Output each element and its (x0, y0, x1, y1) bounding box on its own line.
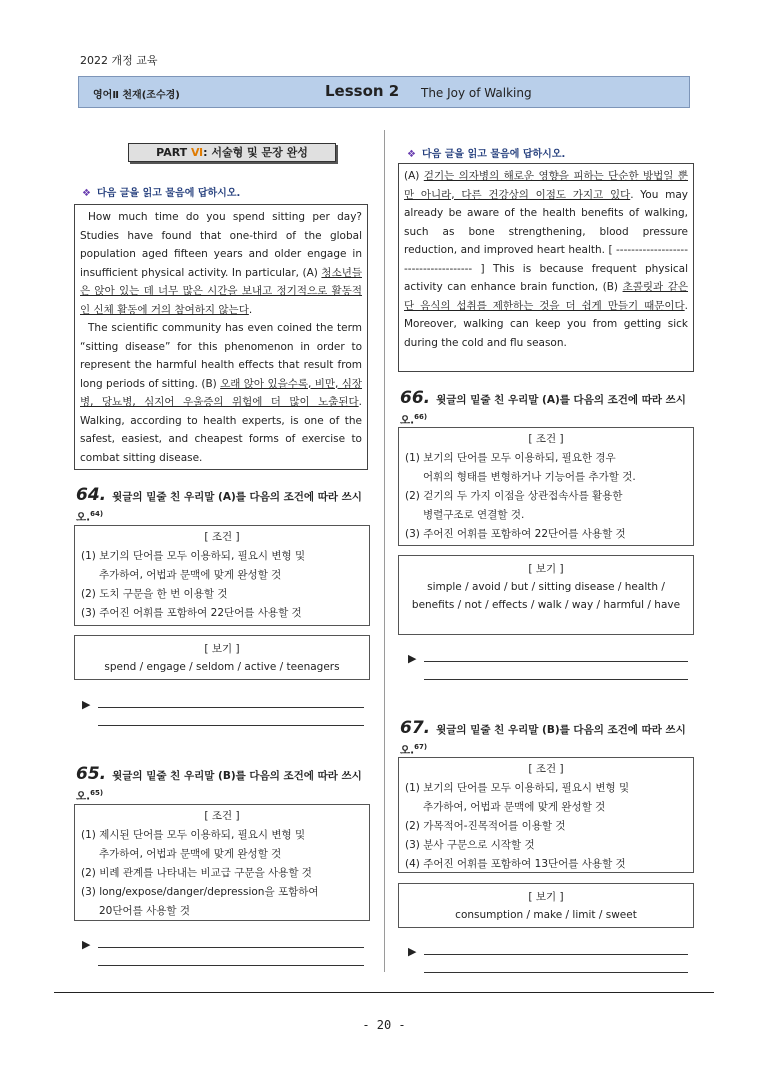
passage-left-paragraph-2 (80, 319, 362, 467)
question-65 (76, 766, 372, 806)
conditions-box-66 (398, 427, 694, 546)
conditions-box-67 (398, 757, 694, 873)
passage-right (398, 163, 694, 372)
diamond-icon: ❖ (82, 188, 91, 199)
condition-continuation: 추가하여, 어법과 문맥에 맞게 완성할 것 (99, 848, 282, 860)
lesson-banner (78, 76, 690, 108)
question-text: 윗글의 밑줄 친 우리말 (A)를 다음의 조건에 따라 쓰시오. (400, 394, 686, 427)
bogi-title: [ 보기 ] (204, 643, 240, 655)
answer-line[interactable] (424, 661, 688, 662)
passage-text: (A) (404, 170, 424, 182)
answer-area-65[interactable] (82, 938, 372, 968)
answer-line[interactable] (424, 679, 688, 680)
answer-area-66[interactable] (408, 652, 698, 682)
question-text: 윗글의 밑줄 친 우리말 (A)를 다음의 조건에 따라 쓰시오. (76, 491, 362, 524)
textbook-label: 영어Ⅱ 천재(조수경) (93, 90, 180, 101)
question-ref: 66) (414, 413, 428, 421)
condition-item: (1) 제시된 단어를 모두 이용하되, 필요시 변형 및 (81, 829, 306, 841)
answer-area-64[interactable] (82, 698, 372, 728)
condition-continuation: 20단어를 사용할 것 (99, 905, 191, 917)
conditions-box-64 (74, 525, 370, 626)
question-text: 윗글의 밑줄 친 우리말 (B)를 다음의 조건에 따라 쓰시오. (76, 770, 362, 803)
condition-item: (3) 분사 구문으로 시작할 것 (405, 839, 535, 851)
underlined-a: 청소년들은 앉아 있는 데 너무 많은 시간을 보내고 정기적으로 활동적인 신체 활동에 거의 참여하지 않는다 (80, 266, 362, 316)
condition-item: (1) 보기의 단어를 모두 이용하되, 필요시 변형 및 (81, 550, 306, 562)
passage-left (74, 204, 368, 470)
bogi-box-67 (398, 883, 694, 928)
condition-continuation: 병렬구조로 연결할 것. (423, 509, 525, 521)
answer-arrow-icon: ▶ (408, 945, 417, 958)
question-number: 65. (76, 764, 107, 784)
underlined-b: 초콜릿과 같은 단 음식의 섭취를 제한하는 것을 더 쉽게 만들기 때문이다 (404, 281, 688, 312)
bogi-words: spend / engage / seldom / active / teenagers (104, 661, 340, 673)
conditions-title: [ 조건 ] (204, 531, 240, 543)
passage-text: . Walking, according to health experts, is one of the safest, easiest, and cheapest forms of exercise to combat sitting disease. (80, 396, 362, 464)
bogi-title: [ 보기 ] (528, 563, 564, 575)
footer-rule (54, 992, 714, 993)
question-ref: 65) (90, 789, 104, 797)
answer-line[interactable] (424, 972, 688, 973)
bogi-words: simple / avoid / but / sitting disease / health / benefits / not / effects / walk / way / harmful / have (411, 581, 681, 611)
bogi-words: consumption / make / limit / sweet (455, 909, 637, 921)
question-text: 윗글의 밑줄 친 우리말 (B)를 다음의 조건에 따라 쓰시오. (400, 724, 686, 757)
instruction-text: 다음 글을 읽고 물음에 답하시오. (421, 149, 566, 160)
condition-item: (1) 보기의 단어를 모두 이용하되, 필요시 변형 및 (405, 782, 630, 794)
question-66 (400, 390, 696, 430)
part-roman-numeral: Ⅵ (191, 146, 204, 159)
conditions-box-65 (74, 804, 370, 921)
instruction-text: 다음 글을 읽고 물음에 답하시오. (96, 188, 241, 199)
column-divider (384, 130, 385, 972)
bogi-box-66 (398, 555, 694, 635)
bogi-box-64 (74, 635, 370, 680)
question-number: 66. (400, 388, 431, 408)
question-67 (400, 720, 696, 760)
passage-text: . Moreover, walking can keep you from getting sick during the cold and flu season. (404, 299, 688, 349)
conditions-title: [ 조건 ] (528, 433, 564, 445)
condition-item: (3) 주어진 어휘를 포함하여 22단어를 사용할 것 (405, 528, 626, 540)
part-title (128, 143, 336, 162)
passage-left-paragraph-1 (80, 208, 362, 319)
conditions-title: [ 조건 ] (528, 763, 564, 775)
condition-item: (1) 보기의 단어를 모두 이용하되, 필요한 경우 (405, 452, 616, 464)
question-ref: 64) (90, 510, 104, 518)
answer-line[interactable] (98, 725, 364, 726)
instruction-left (82, 184, 240, 199)
condition-item: (2) 비례 관계를 나타내는 비교급 구문을 사용할 것 (81, 867, 312, 879)
question-number: 64. (76, 485, 107, 505)
passage-right-paragraph (404, 167, 688, 352)
passage-text: . You may already be aware of the health benefits of walking, such as bone strengthening, blood pressure reduction, and improved heart health. [ ------------------------------------- ] This is because frequent physical activity can enhance brain function, (B) (404, 188, 688, 293)
condition-item: (3) long/expose/danger/depression을 포함하여 (81, 886, 319, 898)
question-ref: 67) (414, 743, 428, 751)
answer-arrow-icon: ▶ (82, 938, 91, 951)
lesson-number: Lesson 2 (325, 82, 400, 100)
lesson-topic: The Joy of Walking (421, 86, 532, 100)
bogi-title: [ 보기 ] (528, 891, 564, 903)
condition-item: (3) 주어진 어휘를 포함하여 22단어를 사용할 것 (81, 607, 302, 619)
condition-continuation: 어휘의 형태를 변형하거나 기능어를 추가할 것. (423, 471, 636, 483)
instruction-right (407, 145, 565, 160)
passage-text: How much time do you spend sitting per day? Studies have found that one-third of the global population aged fifteen years and older engage in insufficient physical activity. In particular, (A) (80, 211, 362, 279)
question-number: 67. (400, 718, 431, 738)
answer-line[interactable] (98, 965, 364, 966)
passage-text: . (248, 303, 253, 316)
condition-item: (2) 가목적어-진목적어를 이용할 것 (405, 820, 566, 832)
condition-item: (2) 도치 구문을 한 번 이용할 것 (81, 588, 228, 600)
part-prefix: PART (156, 146, 192, 159)
question-64 (76, 487, 372, 527)
answer-arrow-icon: ▶ (408, 652, 417, 665)
curriculum-label: 2022 개정 교육 (80, 54, 158, 67)
answer-line[interactable] (98, 707, 364, 708)
answer-arrow-icon: ▶ (82, 698, 91, 711)
condition-item: (2) 걷기의 두 가지 이점을 상관접속사를 활용한 (405, 490, 623, 502)
condition-item: (4) 주어진 어휘를 포함하여 13단어를 사용할 것 (405, 858, 626, 870)
underlined-b: 오래 앉아 있을수록, 비만, 심장병, 당뇨병, 심지어 우울증의 위험에 더 많이 노출된다 (80, 377, 363, 408)
passage-text: The scientific community has even coined the term “sitting disease” for this phenomenon in order to represent the harmful health effects that result from long periods of sitting. (B) (80, 322, 362, 390)
answer-line[interactable] (424, 954, 688, 955)
answer-area-67[interactable] (408, 945, 698, 975)
page-number: - 20 - (362, 1018, 406, 1032)
conditions-title: [ 조건 ] (204, 810, 240, 822)
part-rest: : 서술형 및 문장 완성 (203, 146, 308, 159)
underlined-a: 걷기는 의자병의 해로운 영향을 피하는 단순한 방법일 뿐만 아니라, 다른 건강상의 이점도 가지고 있다 (404, 170, 688, 201)
diamond-icon: ❖ (407, 149, 416, 160)
condition-continuation: 추가하여, 어법과 문맥에 맞게 완성할 것 (423, 801, 606, 813)
condition-continuation: 추가하여, 어법과 문맥에 맞게 완성할 것 (99, 569, 282, 581)
answer-line[interactable] (98, 947, 364, 948)
